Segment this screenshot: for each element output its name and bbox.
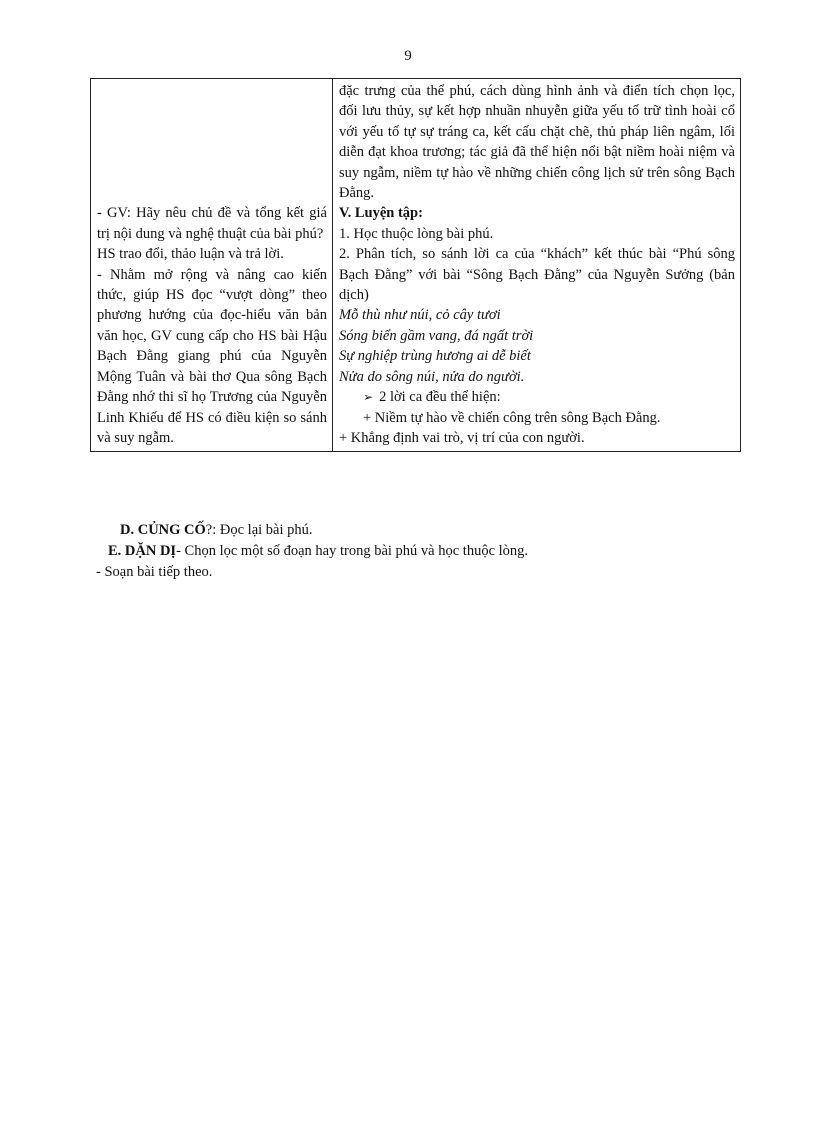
exercise-item-1: 1. Học thuộc lòng bài phú. (339, 225, 494, 242)
content-cell (333, 79, 741, 452)
homework-text: - Chọn lọc một số đoạn hay trong bài phú và học thuộc lòng. (176, 543, 529, 559)
left-para-2: HS trao đổi, thảo luận và trả lời. (97, 246, 284, 263)
consolidation-text: ?: Đọc lại bài phú. (205, 522, 313, 538)
left-para-3: - Nhằm mở rộng và nâng cao kiến thức, giúp HS đọc “vượt dòng” theo phương hướng của đọc-hiểu văn bản văn học, GV cung cấp cho HS bài Hậu Bạch Đằng giang phú của Nguyễn Mộng Tuân và bài thơ Qua sông Bạch Đằng nhớ thi sĩ họ Trương của Nguyễn Linh Khiếu để HS có điều kiện so sánh và suy ngẫm. (97, 266, 327, 446)
page-number: 9 (404, 48, 412, 64)
homework-line (108, 541, 528, 562)
table-row (91, 79, 741, 452)
teacher-activity-cell (91, 79, 333, 452)
consolidation-label: D. CỦNG CỐ (120, 522, 206, 538)
poem-line: Nửa do sông núi, nửa do người. (339, 368, 525, 385)
consolidation-line (108, 520, 528, 541)
section-heading: V. Luyện tập: (339, 205, 423, 222)
sub-point-2: + Khẳng định vai trò, vị trí của con người. (339, 429, 585, 446)
point-line (339, 387, 735, 407)
arrow-bullet-icon: ➢ (363, 390, 374, 405)
lesson-table (90, 78, 741, 452)
poem-line: Mỗ thù như núi, cỏ cây tươi (339, 307, 501, 324)
right-intro: đặc trưng của thể phú, cách dùng hình ảnh và điển tích chọn lọc, đối lưu thủy, sự kết hợp nhuần nhuyễn giữa yếu tố trữ tình hoài cổ với yếu tố tự sự tráng ca, kết cấu chặt chẽ, thủ pháp liên ngâm, lối diễn đạt khoa trương; tác giả đã thể hiện nổi bật niềm hoài niệm và suy ngẫm, niềm tự hào về những chiến công lịch sử trên sông Bạch Đằng. (339, 83, 735, 202)
poem-line: Sự nghiệp trùng hương ai dễ biết (339, 348, 531, 365)
homework-label: E. DẶN DỊ (108, 543, 177, 559)
poem-line: Sóng biển gầm vang, đá ngất trời (339, 327, 534, 344)
sub-point-1: + Niềm tự hào về chiến công trên sông Bạch Đằng. (363, 409, 661, 426)
exercise-item-2: 2. Phân tích, so sánh lời ca của “khách” kết thúc bài “Phú sông Bạch Đằng” với bài “Sông Bạch Đằng” của Nguyễn Sưởng (bản dịch) (339, 246, 735, 304)
prepare-line: - Soạn bài tiếp theo. (96, 564, 213, 580)
left-para-1: - GV: Hãy nêu chủ đề và tổng kết giá trị nội dung và nghệ thuật của bài phú? (97, 205, 327, 242)
point-text: 2 lời ca đều thể hiện: (379, 389, 501, 406)
after-table-notes (96, 520, 529, 583)
